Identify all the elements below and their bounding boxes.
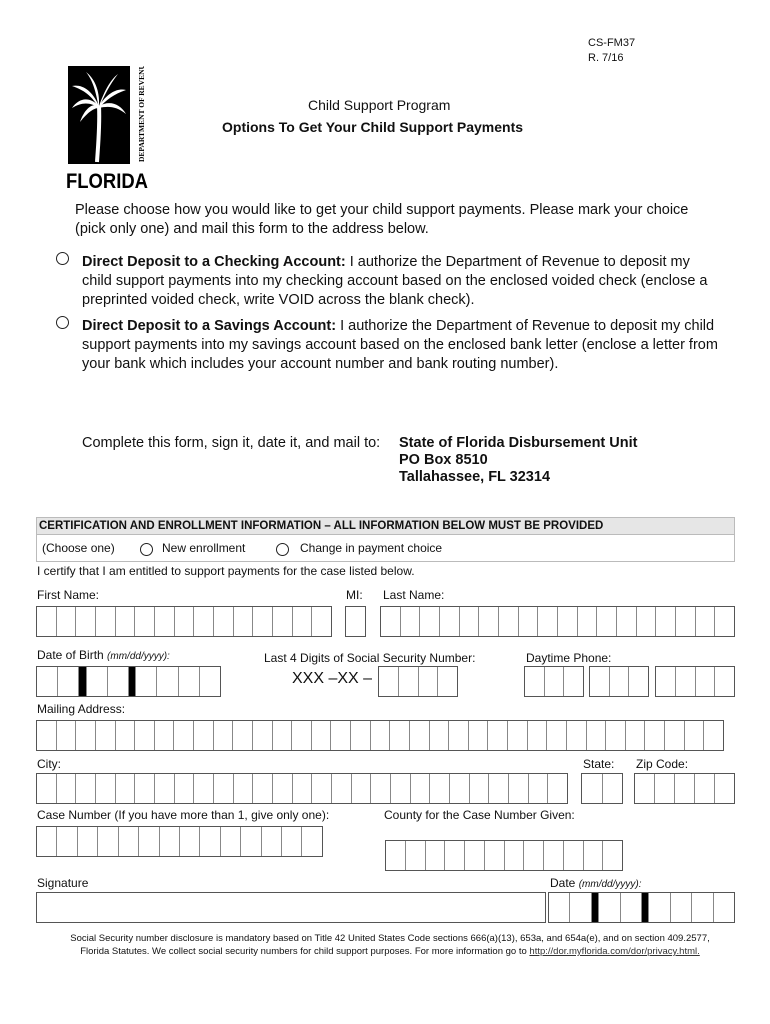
option-checking-heading: Direct Deposit to a Checking Account: [82,254,346,270]
option-savings [82,317,722,374]
city-label: City: [37,757,61,771]
program-name: Child Support Program [308,97,451,113]
address-line2: PO Box 8510 [399,452,488,468]
mail-instruction: Complete this form, sign it, date it, and mail to: [82,435,381,451]
signature-field[interactable] [36,892,546,923]
change-choice-label: Change in payment choice [300,541,443,555]
case-number-field[interactable] [36,826,323,857]
form-id [588,36,635,66]
checking-radio[interactable] [56,252,69,265]
mi-label: MI: [346,588,363,602]
address-line1: State of Florida Disbursement Unit [399,435,638,451]
dob-label [37,648,170,662]
ssn-label: Last 4 Digits of Social Security Number: [264,651,476,665]
first-name-field[interactable] [36,606,332,637]
privacy-link[interactable]: http://dor.myflorida.com/dor/privacy.html. [529,946,700,957]
state-field[interactable] [581,773,623,804]
state-label: State: [583,757,615,771]
last-name-label: Last Name: [383,588,445,602]
phone-prefix-field[interactable] [589,666,649,697]
last-name-field[interactable] [380,606,735,637]
florida-dor-logo [64,66,150,194]
first-name-label: First Name: [37,588,100,602]
logo-wordmark: FLORIDA [66,170,148,193]
choose-one-label: (Choose one) [42,541,115,555]
county-field[interactable] [385,840,623,871]
phone-line-field[interactable] [655,666,735,697]
date-field[interactable] [548,892,735,923]
city-field[interactable] [36,773,568,804]
mailing-address-block [399,435,637,486]
certification-header: CERTIFICATION AND ENROLLMENT INFORMATION – ALL INFORMATION BELOW MUST BE PROVIDED [36,517,735,535]
page-title: Options To Get Your Child Support Payments [222,119,524,135]
form-revision: R. 7/16 [588,52,624,64]
dob-label-text: Date of Birth [37,648,104,662]
date-format: (mm/dd/yyyy): [578,879,642,890]
change-choice-radio[interactable] [276,543,289,556]
disclosure-line2 [40,945,740,958]
certify-text: I certify that I am entitled to support payments for the case listed below. [37,564,415,578]
phone-area-field[interactable] [524,666,584,697]
option-savings-text: I authorize the Department of Revenue to deposit my child support payments into my savings account based on the enclosed bank letter (enclose a letter from your bank which includes your account number and bank routing number). [82,318,718,372]
savings-radio[interactable] [56,316,69,329]
form-number: CS-FM37 [588,37,636,49]
intro-text: Please choose how you would like to get your child support payments. Please mark your choice (pick only one) and mail this form to the address below. [75,202,689,237]
dob-field[interactable] [36,666,221,697]
address-line3: Tallahassee, FL 32314 [399,469,551,485]
logo-side-text: DEPARTMENT OF REVENUE [137,66,146,162]
new-enrollment-radio[interactable] [140,543,153,556]
mi-field[interactable] [345,606,366,637]
date-label [550,876,641,890]
zip-field[interactable] [634,773,735,804]
option-savings-heading: Direct Deposit to a Savings Account: [82,318,337,334]
county-label: County for the Case Number Given: [384,808,575,822]
mailing-address-label: Mailing Address: [37,702,126,716]
palm-tree-icon [64,66,150,194]
option-checking-text: I authorize the Department of Revenue to deposit my child support payments into my checking account based on the enclosed voided check (enclose a preprinted voided check, write VOID across the blank check). [82,254,708,308]
mailing-address-field[interactable] [36,720,724,751]
disclosure-line1: Social Security number disclosure is mandatory based on Title 42 United States Code sections 666(a)(13), 653a, and 654a(e), and on section 409.2577, [70,933,710,944]
zip-label: Zip Code: [636,757,689,771]
disclosure-line2-text: Florida Statutes. We collect social security numbers for child support purposes. For more information go to [80,946,527,957]
ssn-last4-field[interactable] [378,666,458,697]
phone-label: Daytime Phone: [526,651,612,665]
new-enrollment-label: New enrollment [162,541,246,555]
dob-format: (mm/dd/yyyy): [107,651,170,662]
ssn-disclosure [40,932,740,958]
ssn-prefix: XXX –XX – [292,670,373,687]
option-checking [82,253,722,310]
signature-label: Signature [37,876,89,890]
date-label-text: Date [550,876,576,890]
case-number-label: Case Number (If you have more than 1, give only one): [37,808,330,822]
